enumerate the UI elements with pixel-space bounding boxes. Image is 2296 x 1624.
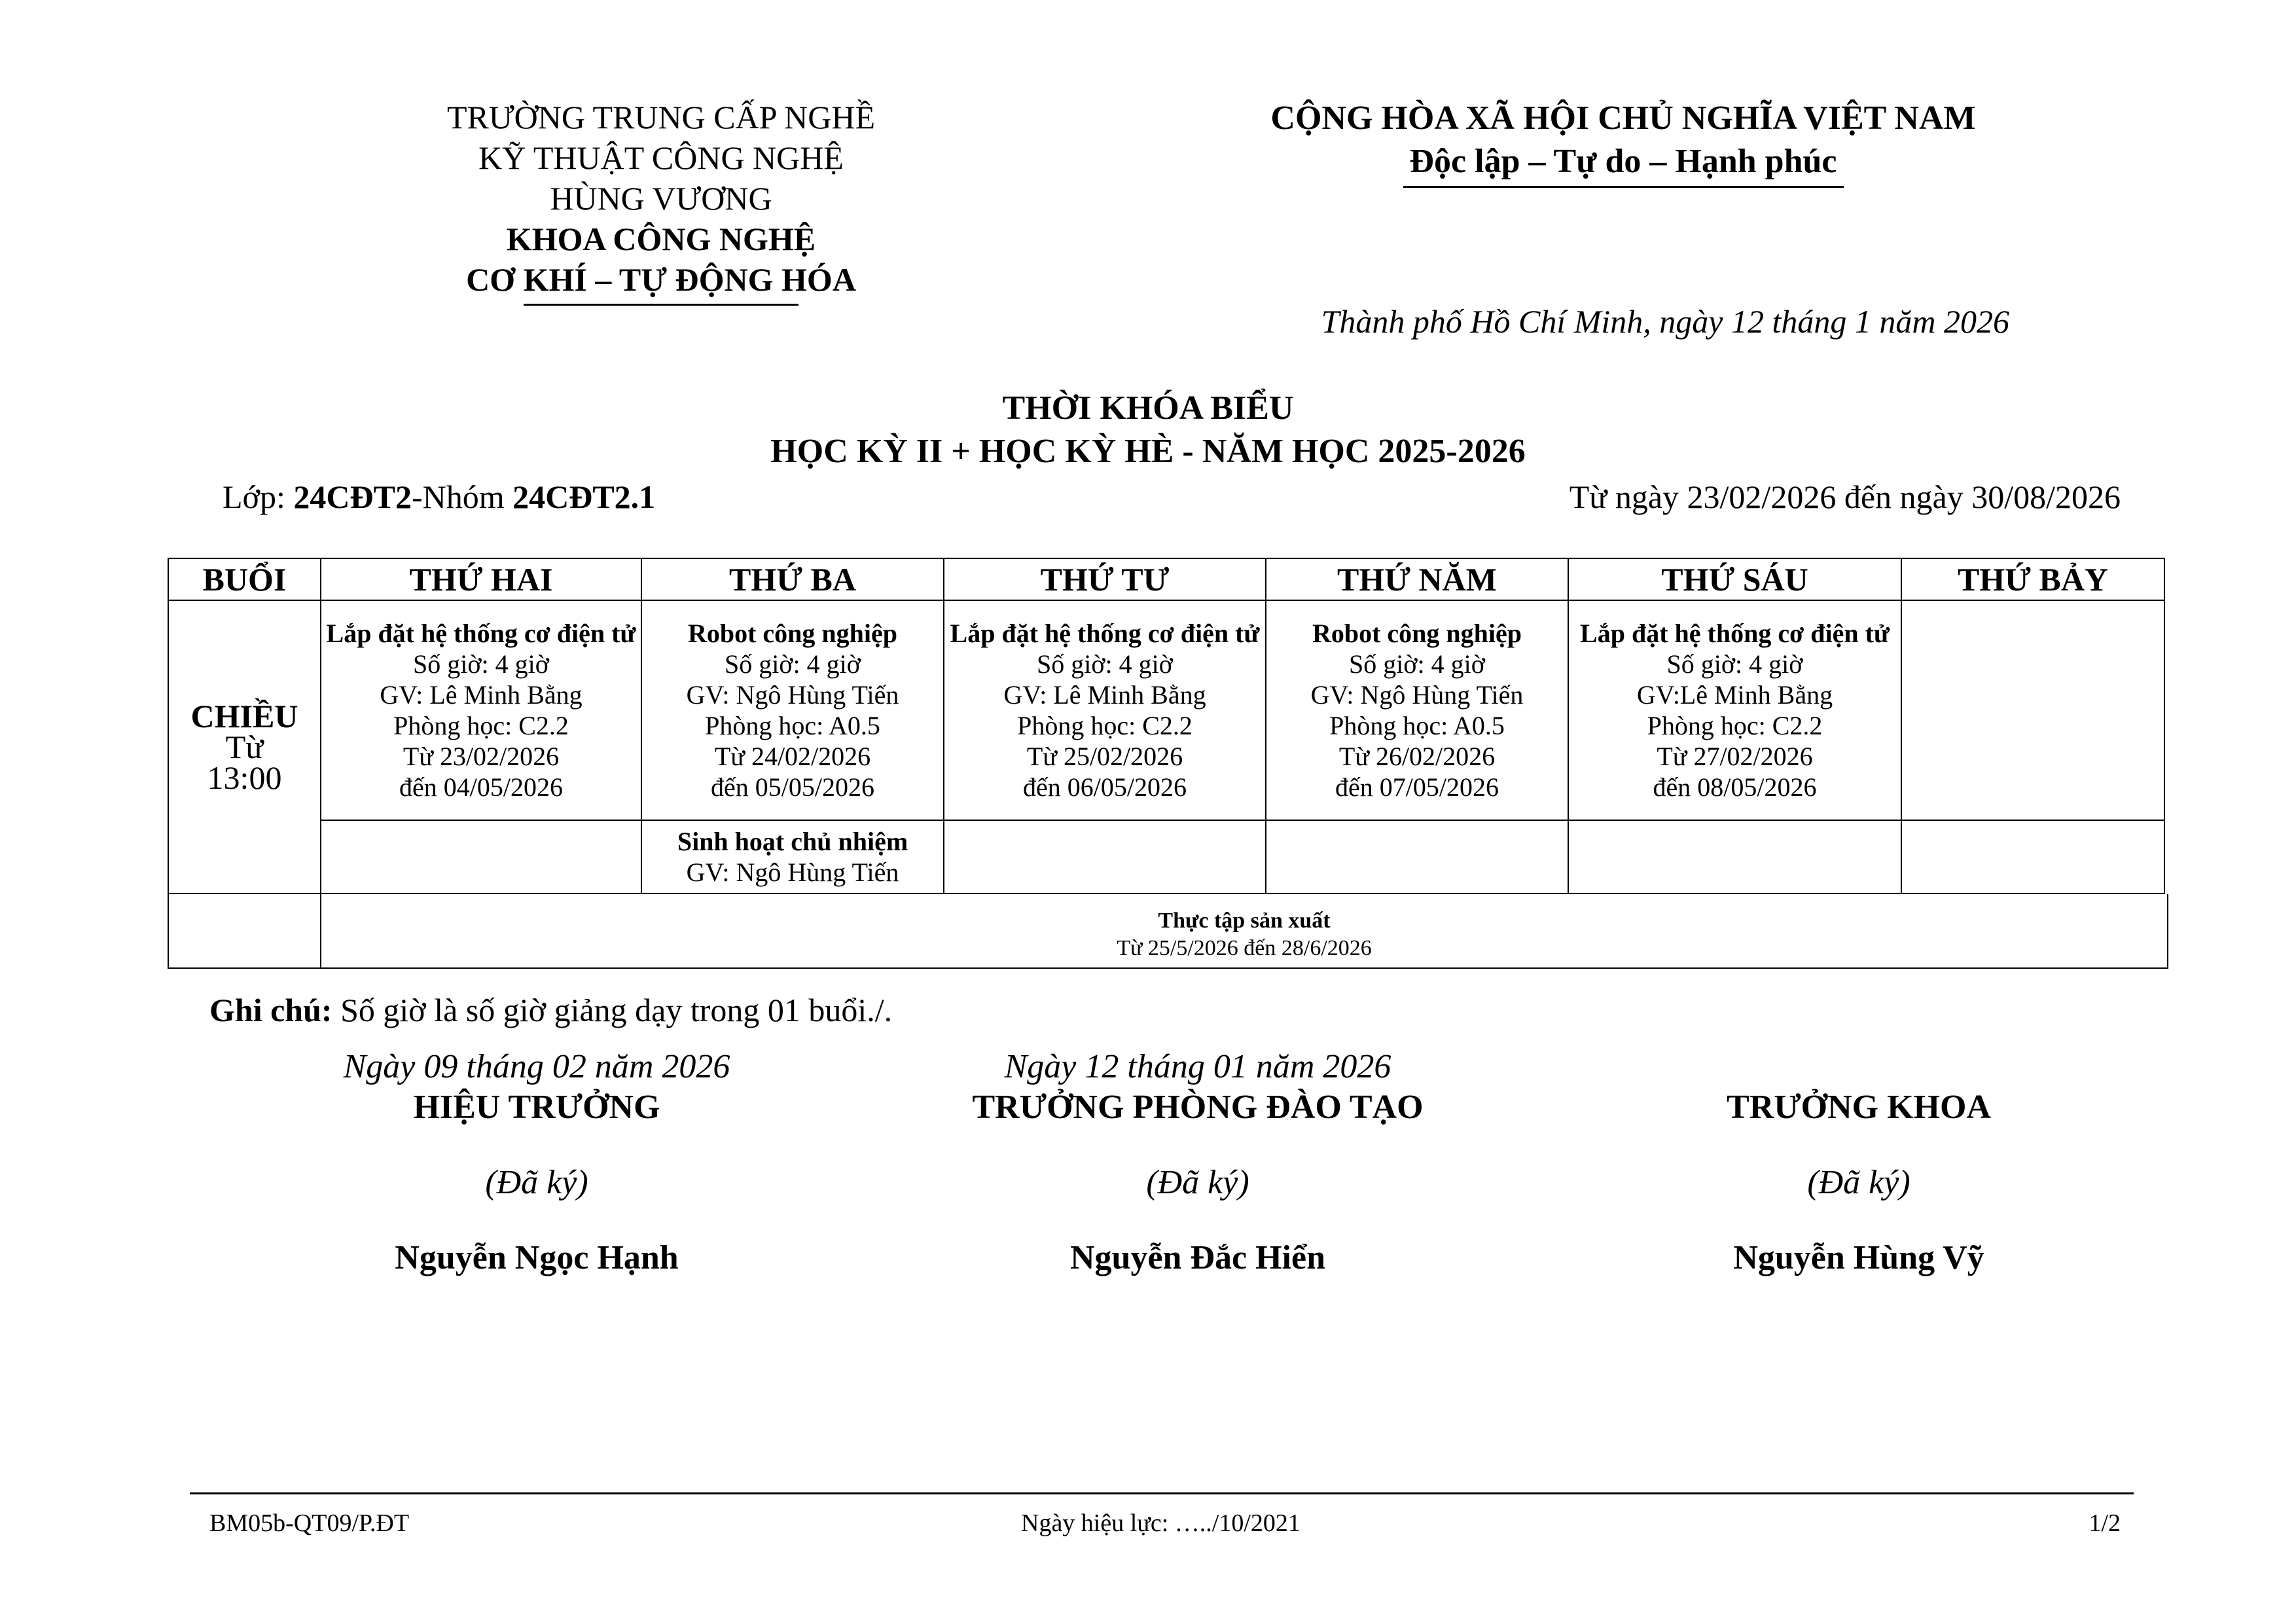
wednesday-cell: [944, 600, 1266, 820]
faculty-name-line1: KHOA CÔNG NGHỆ: [506, 221, 816, 257]
header-thursday: THỨ NĂM: [1266, 558, 1568, 600]
course-room: Phòng học: C2.2: [1017, 711, 1193, 740]
course-room: Phòng học: C2.2: [1647, 711, 1823, 740]
course-to: đến 06/05/2026: [1023, 772, 1187, 802]
table-row: [168, 600, 2164, 820]
session-name: CHIỀU: [190, 697, 298, 734]
note-label: Ghi chú:: [209, 992, 332, 1028]
session-cell: [168, 600, 321, 893]
signature-name: Nguyễn Ngọc Hạnh: [395, 1239, 679, 1276]
signature-date: Ngày 12 tháng 01 năm 2026: [1004, 1048, 1391, 1085]
course-to: đến 07/05/2026: [1335, 772, 1499, 802]
practice-row: [320, 894, 2168, 969]
homeroom-title: Sinh hoạt chủ nhiệm: [677, 827, 908, 856]
footer-form-code: BM05b-QT09/P.ĐT: [209, 1509, 410, 1537]
footer-page-number: 1/2: [2089, 1509, 2121, 1537]
header-wednesday: THỨ TƯ: [944, 558, 1266, 600]
course-title: Robot công nghiệp: [687, 619, 898, 648]
signature-date: Ngày 09 tháng 02 năm 2026: [343, 1048, 730, 1085]
document-subtitle: HỌC KỲ II + HỌC KỲ HÈ - NĂM HỌC 2025-2026: [770, 433, 1526, 470]
group-label: -Nhóm: [411, 478, 513, 515]
course-from: Từ 23/02/2026: [403, 742, 560, 771]
course-teacher: GV: Ngô Hùng Tiến: [686, 680, 899, 710]
course-teacher: GV: Lê Minh Bằng: [1003, 680, 1206, 710]
header-session: BUỔI: [168, 558, 321, 600]
session-from: Từ: [225, 728, 264, 765]
signature-status: (Đã ký): [1807, 1164, 1910, 1201]
schedule-table: [168, 558, 2165, 894]
signature-status: (Đã ký): [1146, 1164, 1249, 1201]
course-title: Robot công nghiệp: [1312, 619, 1522, 648]
signature-faculty-head: [1564, 1047, 2153, 1277]
tuesday-sub-cell: [641, 820, 944, 893]
nation-header: [1217, 97, 2029, 188]
school-name-line1: TRƯỜNG TRUNG CẤP NGHỀ: [446, 99, 876, 135]
monday-sub-cell: [321, 820, 641, 893]
course-to: đến 05/05/2026: [711, 772, 874, 802]
course-hours: Số giờ: 4 giờ: [1349, 649, 1485, 679]
wednesday-sub-cell: [944, 820, 1266, 893]
session-time: 13:00: [207, 759, 282, 796]
schedule-period: Từ ngày 23/02/2026 đến ngày 30/08/2026: [1569, 478, 2121, 515]
course-from: Từ 27/02/2026: [1657, 742, 1813, 771]
course-from: Từ 24/02/2026: [714, 742, 871, 771]
friday-cell: [1568, 600, 1901, 820]
practice-period: Từ 25/5/2026 đến 28/6/2026: [1117, 936, 1372, 960]
practice-empty-cell: [168, 894, 320, 969]
course-title: Lắp đặt hệ thống cơ điện tử: [950, 619, 1260, 648]
course-title: Lắp đặt hệ thống cơ điện tử: [1580, 619, 1890, 648]
practice-title: Thực tập sản xuất: [1158, 909, 1331, 933]
course-teacher: GV:Lê Minh Bằng: [1636, 680, 1833, 710]
course-hours: Số giờ: 4 giờ: [1666, 649, 1803, 679]
class-label: Lớp:: [223, 478, 294, 515]
place-date: Thành phố Hồ Chí Minh, ngày 12 tháng 1 năm 2026: [1321, 303, 2009, 340]
signature-training-head: [903, 1047, 1492, 1277]
header-monday: THỨ HAI: [321, 558, 641, 600]
course-hours: Số giờ: 4 giờ: [725, 649, 861, 679]
header-friday: THỨ SÁU: [1568, 558, 1901, 600]
school-header: [367, 97, 956, 306]
friday-sub-cell: [1568, 820, 1901, 893]
class-info: [223, 478, 655, 516]
signature-name: Nguyễn Hùng Vỹ: [1733, 1239, 1984, 1276]
signature-role: TRƯỞNG PHÒNG ĐÀO TẠO: [972, 1089, 1424, 1126]
homeroom-teacher: GV: Ngô Hùng Tiến: [686, 857, 899, 887]
nation-motto: Độc lập – Tự do – Hạnh phúc: [1403, 140, 1844, 188]
footer-effective-date: Ngày hiệu lực: …../10/2021: [1021, 1509, 1300, 1537]
table-row: [168, 820, 2164, 893]
faculty-name-line2: CƠ KHÍ – TỰ ĐỘNG HÓA: [466, 261, 856, 298]
course-room: Phòng học: A0.5: [705, 711, 880, 740]
saturday-cell: [1901, 600, 2164, 820]
course-hours: Số giờ: 4 giờ: [1037, 649, 1173, 679]
monday-cell: [321, 600, 641, 820]
nation-title: CỘNG HÒA XÃ HỘI CHỦ NGHĨA VIỆT NAM: [1270, 99, 1976, 137]
signature-status: (Đã ký): [485, 1164, 588, 1201]
group-value: 24CĐT2.1: [512, 478, 656, 515]
course-room: Phòng học: C2.2: [393, 711, 569, 740]
signature-principal: [242, 1047, 831, 1277]
class-value: 24CĐT2: [293, 478, 412, 515]
course-to: đến 08/05/2026: [1653, 772, 1817, 802]
header-left-underline: [524, 304, 798, 306]
course-from: Từ 25/02/2026: [1026, 742, 1183, 771]
signature-role: HIỆU TRƯỞNG: [413, 1089, 660, 1126]
course-title: Lắp đặt hệ thống cơ điện tử: [326, 619, 636, 648]
tuesday-cell: [641, 600, 944, 820]
school-name-line3: HÙNG VƯƠNG: [550, 180, 772, 217]
course-room: Phòng học: A0.5: [1329, 711, 1505, 740]
note: [209, 991, 892, 1029]
saturday-sub-cell: [1901, 820, 2164, 893]
course-teacher: GV: Lê Minh Bằng: [380, 680, 583, 710]
table-header-row: [168, 558, 2164, 600]
school-name-line2: KỸ THUẬT CÔNG NGHỆ: [478, 139, 844, 176]
footer-divider: [190, 1492, 2134, 1494]
signature-role: TRƯỞNG KHOA: [1727, 1089, 1991, 1126]
signature-name: Nguyễn Đắc Hiển: [1070, 1239, 1325, 1276]
signature-date: [1564, 1047, 2153, 1088]
thursday-cell: [1266, 600, 1568, 820]
course-from: Từ 26/02/2026: [1338, 742, 1496, 771]
course-teacher: GV: Ngô Hùng Tiến: [1310, 680, 1524, 710]
thursday-sub-cell: [1266, 820, 1568, 893]
header-saturday: THỨ BẢY: [1901, 558, 2164, 600]
header-tuesday: THỨ BA: [641, 558, 944, 600]
note-text: Số giờ là số giờ giảng dạy trong 01 buổi./.: [332, 992, 893, 1028]
document-title: THỜI KHÓA BIỂU: [1002, 389, 1294, 427]
course-to: đến 04/05/2026: [399, 772, 563, 802]
course-hours: Số giờ: 4 giờ: [413, 649, 549, 679]
